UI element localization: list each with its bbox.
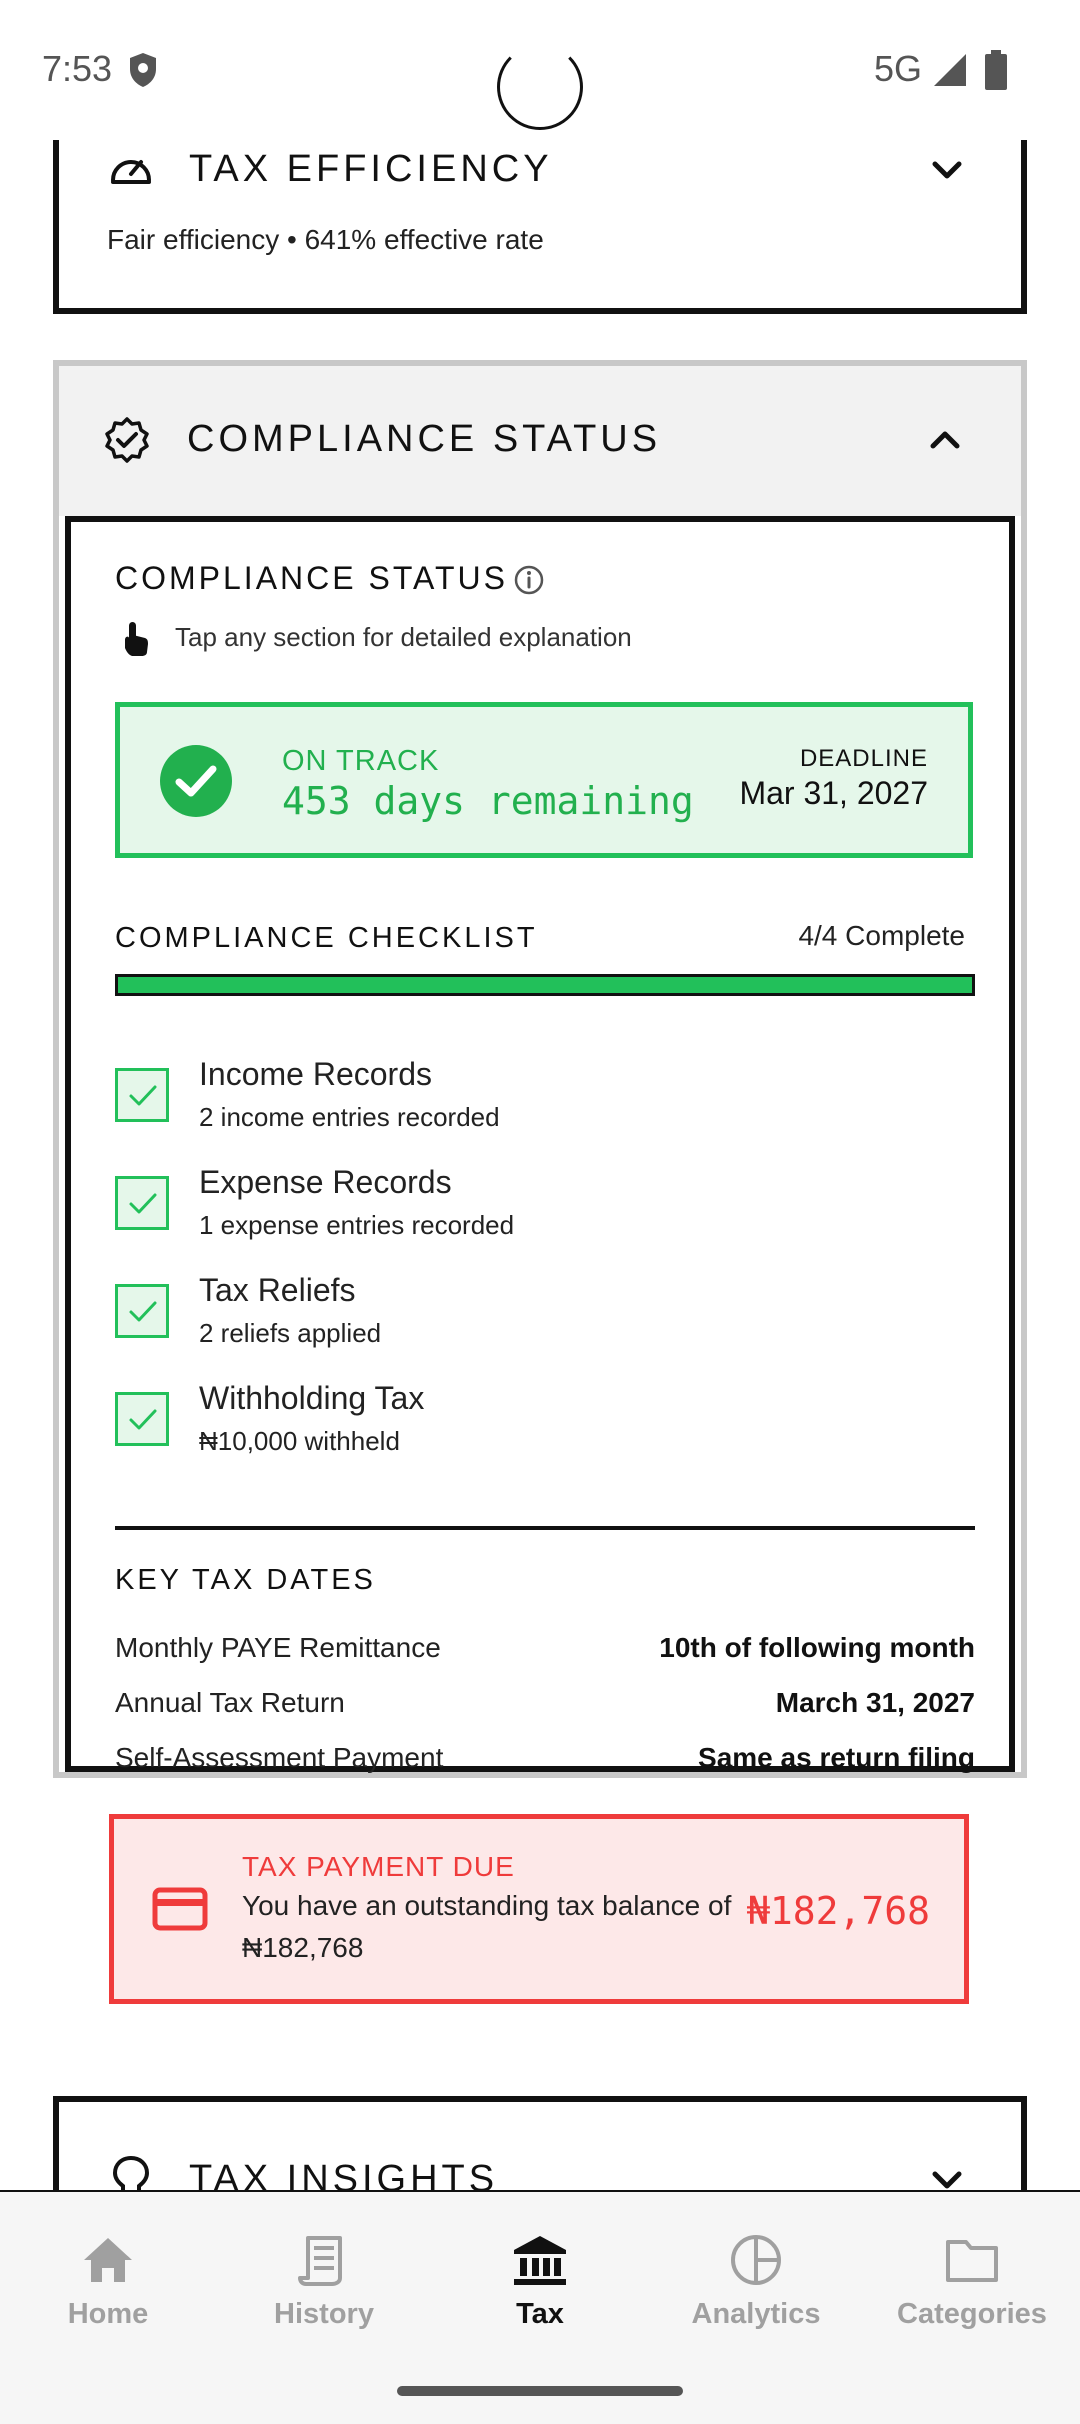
checklist-count: 4/4 Complete <box>798 920 965 951</box>
gauge-icon <box>107 144 155 192</box>
camera-cutout <box>497 44 583 130</box>
checklist-title: COMPLIANCE CHECKLIST <box>115 922 538 954</box>
checkbox-checked-icon <box>115 1284 169 1338</box>
compliance-status-banner[interactable] <box>115 702 973 858</box>
nav-label: Tax <box>516 2298 564 2330</box>
nav-home[interactable] <box>8 2232 208 2352</box>
home-icon <box>80 2232 136 2288</box>
checklist-item-expense[interactable] <box>115 1164 975 1264</box>
key-date-label: Self-Assessment Payment <box>115 1742 444 1773</box>
key-dates-title: KEY TAX DATES <box>115 1564 376 1596</box>
checklist-item-subtitle: 2 income entries recorded <box>199 1102 500 1132</box>
bank-icon <box>512 2232 568 2288</box>
key-date-value: Same as return filing <box>698 1742 975 1773</box>
nav-label: Home <box>67 2298 149 2330</box>
verified-badge-icon <box>103 416 151 464</box>
tap-hand-icon <box>115 618 155 658</box>
checklist-item-subtitle: 2 reliefs applied <box>199 1318 382 1348</box>
checkbox-checked-icon <box>115 1176 169 1230</box>
folder-icon <box>944 2232 1000 2288</box>
compliance-header[interactable] <box>59 366 1021 516</box>
tax-efficiency-title: TAX EFFICIENCY <box>189 148 553 190</box>
lightbulb-icon <box>107 2154 155 2190</box>
credit-card-icon <box>152 1887 208 1931</box>
status-label: ON TRACK <box>282 745 440 777</box>
shield-icon <box>128 52 158 88</box>
payment-due-title: TAX PAYMENT DUE <box>242 1851 515 1882</box>
checklist-item-subtitle: 1 expense entries recorded <box>199 1210 515 1240</box>
key-date-row[interactable] <box>115 1632 975 1672</box>
compliance-status-card <box>53 360 1027 1963</box>
chevron-up-icon[interactable] <box>925 420 965 460</box>
checklist-item-subtitle: ₦10,000 withheld <box>199 1426 400 1456</box>
checklist-item-income[interactable] <box>115 1056 975 1156</box>
deadline-date: Mar 31, 2027 <box>739 775 928 811</box>
tax-efficiency-summary: Fair efficiency • 641% effective rate <box>107 224 544 255</box>
tap-hint: Tap any section for detailed explanation <box>175 622 632 652</box>
status-bar <box>0 0 1080 140</box>
section-divider <box>115 1526 975 1530</box>
checklist-item-reliefs[interactable] <box>115 1272 975 1372</box>
battery-icon <box>985 50 1007 90</box>
key-date-label: Monthly PAYE Remittance <box>115 1632 441 1663</box>
checklist-progress-bar <box>115 974 975 996</box>
deadline-label: DEADLINE <box>799 745 928 772</box>
compliance-body <box>65 516 1015 1772</box>
checkbox-checked-icon <box>115 1068 169 1122</box>
nav-label: History <box>274 2298 374 2330</box>
content-scroll[interactable] <box>0 140 1080 2190</box>
nav-label: Analytics <box>691 2298 821 2330</box>
status-time: 7:53 <box>42 48 113 89</box>
chevron-down-icon[interactable] <box>927 2160 967 2190</box>
tax-payment-due-banner[interactable] <box>109 1814 969 2004</box>
compliance-section-title: COMPLIANCE STATUS <box>115 560 508 596</box>
check-circle-icon <box>160 745 232 817</box>
key-date-value: 10th of following month <box>659 1632 975 1663</box>
key-date-label: Annual Tax Return <box>115 1687 345 1718</box>
checklist-item-title: Tax Reliefs <box>199 1272 356 1308</box>
nav-label: Categories <box>897 2298 1047 2330</box>
nav-history[interactable] <box>224 2232 424 2352</box>
checklist-item-withholding[interactable] <box>115 1380 975 1480</box>
payment-due-amount: ₦182,768 <box>746 1889 930 1933</box>
info-icon[interactable] <box>513 564 545 596</box>
tax-insights-card[interactable] <box>53 2096 1027 2190</box>
signal-icon <box>932 52 968 88</box>
tax-efficiency-card[interactable] <box>53 140 1027 314</box>
compliance-header-title: COMPLIANCE STATUS <box>187 418 662 460</box>
key-date-value: March 31, 2027 <box>775 1687 975 1718</box>
checklist-item-title: Income Records <box>199 1056 432 1092</box>
receipt-icon <box>296 2232 352 2288</box>
checklist-progress-fill <box>118 977 972 993</box>
checklist-item-title: Withholding Tax <box>199 1380 425 1416</box>
nav-tax[interactable] <box>440 2232 640 2352</box>
pie-chart-icon <box>728 2232 784 2288</box>
key-date-row[interactable] <box>115 1687 975 1727</box>
network-type: 5G <box>874 48 923 89</box>
key-date-row[interactable] <box>115 1742 975 1782</box>
chevron-down-icon[interactable] <box>927 150 967 190</box>
nav-categories[interactable] <box>872 2232 1072 2352</box>
days-remaining: 453 days remaining <box>282 779 694 823</box>
checklist-item-title: Expense Records <box>199 1164 452 1200</box>
home-indicator[interactable] <box>397 2386 683 2396</box>
tax-insights-title: TAX INSIGHTS <box>189 2158 499 2190</box>
checkbox-checked-icon <box>115 1392 169 1446</box>
nav-analytics[interactable] <box>656 2232 856 2352</box>
payment-due-text: You have an outstanding tax balance of ₦182,768 <box>242 1890 732 1963</box>
